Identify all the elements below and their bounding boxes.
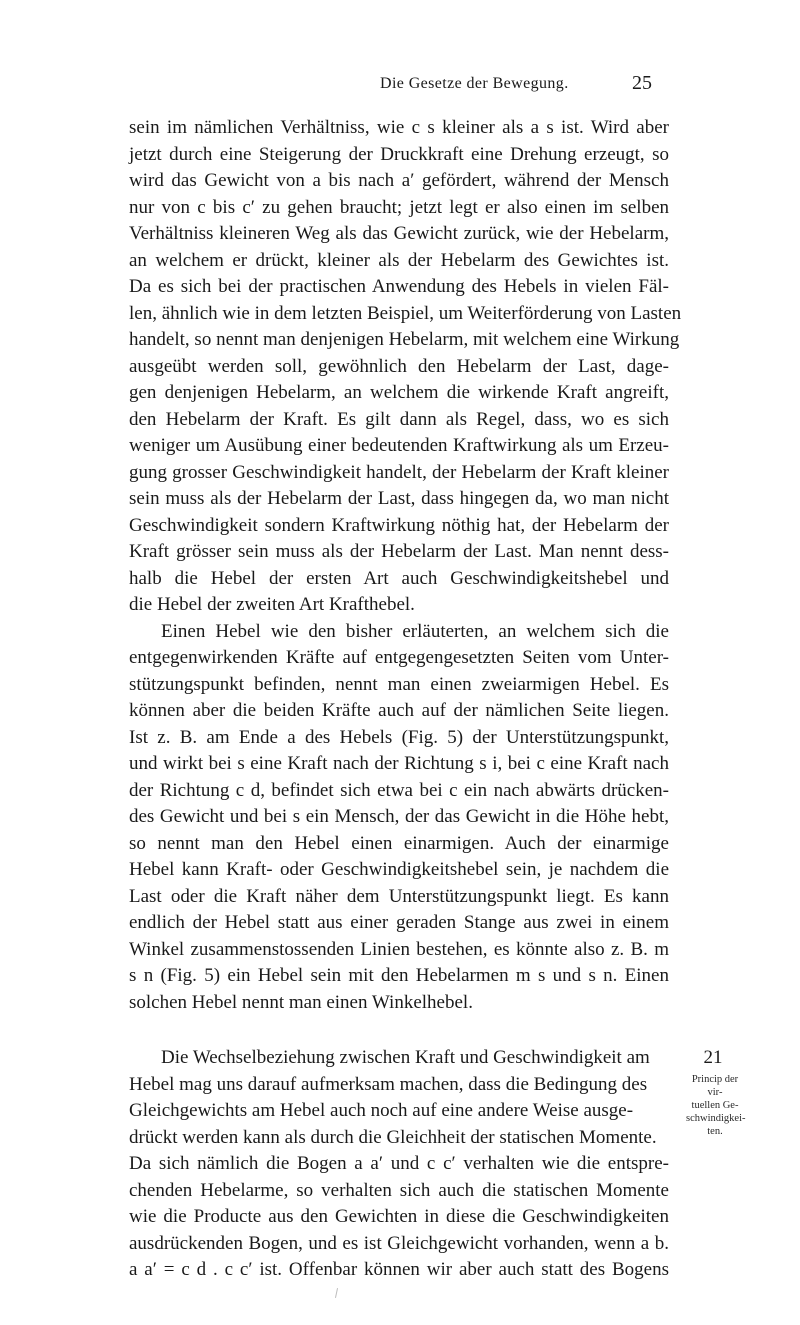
section-21-text [129, 1045, 657, 1151]
text-line: wie die Producte aus den Gewichten in diese die Geschwindigkeiten [129, 1206, 669, 1227]
text-line: Kraft grösser sein muss als der Hebelarm der Last. Man nennt dess- [129, 541, 669, 562]
text-line: len, ähnlich wie in dem letzten Beispiel, um Weiterförderung von Lasten [129, 302, 682, 324]
text-line: nur von c bis c′ zu gehen braucht; jetzt legt er also einen im selben [129, 196, 669, 218]
text-line: die Hebel der zweiten Art Krafthebel. [129, 594, 415, 615]
text-line: a a′ = c d . c c′ ist. Offenbar können wir aber auch statt des Bogens [129, 1259, 669, 1280]
text-line: gung grosser Geschwindigkeit handelt, der Hebelarm der Kraft kleiner [129, 461, 669, 483]
text-line: ausdrückenden Bogen, und es ist Gleichgewicht vorhanden, wenn a b. [129, 1232, 669, 1254]
text-line: Da es sich bei der practischen Anwendung des Hebels in vielen Fäl- [129, 276, 669, 297]
running-title: Die Gesetze der Bewegung. [380, 75, 569, 92]
text-line: sein muss als der Hebelarm der Last, dass hingegen da, wo man nicht [129, 488, 669, 509]
text-line: Gleichgewichts am Hebel auch noch auf eine andere Weise ausge- [129, 1100, 634, 1121]
text-line: chenden Hebelarme, so verhalten sich auch die statischen Momente [129, 1179, 669, 1201]
text-line: Einen Hebel wie den bisher erläuterten, an welchem sich die [161, 620, 669, 642]
running-head [0, 72, 800, 102]
text-line: drückt werden kann als durch die Gleichheit der statischen Momente. [129, 1126, 657, 1148]
text-line: jetzt durch eine Steigerung der Druckkraft eine Drehung erzeugt, so [129, 143, 669, 165]
text-line: handelt, so nennt man denjenigen Hebelarm, mit welchem eine Wirkung [129, 329, 680, 350]
text-line: den Hebelarm der Kraft. Es gilt dann als Regel, dass, wo es sich [129, 408, 669, 430]
section-21 [129, 1045, 746, 1284]
section-gap [129, 1016, 669, 1045]
page-number: 25 [632, 72, 652, 94]
text-line: entgegenwirkenden Kräfte auf entgegengesetzten Seiten vom Unter- [129, 647, 669, 668]
text-line: stützungspunkt befinden, nennt man einen zweiarmigen Hebel. Es [129, 673, 669, 695]
text-line: solchen Hebel nennt man einen Winkelhebel. [129, 991, 473, 1013]
text-line: Verhältniss kleineren Weg als das Gewicht zurück, wie der Hebelarm, [129, 223, 669, 244]
text-line: Die Wechselbeziehung zwischen Kraft und Geschwindigkeit am [161, 1047, 650, 1068]
text-line: Ist z. B. am Ende a des Hebels (Fig. 5) der Unterstützungspunkt, [129, 726, 669, 748]
body-text [129, 115, 746, 1284]
text-line: Hebel kann Kraft- oder Geschwindigkeitshebel sein, je nachdem die [129, 859, 669, 880]
text-line: ausgeübt werden soll, gewöhnlich den Hebelarm der Last, dage- [129, 355, 669, 377]
text-line: so nennt man den Hebel einen einarmigen. Auch der einarmige [129, 832, 669, 854]
section-number: 21 [703, 1047, 723, 1068]
text-line: Geschwindigkeit sondern Kraftwirkung nöthig hat, der Hebelarm der [129, 514, 669, 536]
text-line: Da sich nämlich die Bogen a a′ und c c′ verhalten wie die entspre- [129, 1153, 669, 1174]
text-line: Hebel mag uns darauf aufmerksam machen, dass die Bedingung des [129, 1073, 648, 1095]
text-line: endlich der Hebel statt aus einer geraden Stange aus zwei in einem [129, 912, 669, 933]
text-line: des Gewicht und bei s ein Mensch, der das Gewicht in die Höhe hebt, [129, 806, 669, 827]
text-line: Last oder die Kraft näher dem Unterstützungspunkt liegt. Es kann [129, 885, 669, 907]
text-line: der Richtung c d, befindet sich etwa bei c ein nach abwärts drücken- [129, 779, 669, 801]
text-line: können aber die beiden Kräfte auch auf der nämlichen Seite liegen. [129, 700, 669, 721]
text-line: halb die Hebel der ersten Art auch Geschwindigkeitshebel und [129, 567, 669, 589]
print-speck [335, 1288, 338, 1298]
text-line: weniger um Ausübung einer bedeutenden Kraftwirkung als um Erzeu- [129, 435, 669, 456]
margin-note: Princip der vir- tuellen Ge- schwindigkei- ten. [686, 1074, 746, 1137]
text-line: gen denjenigen Hebelarm, an welchem die wirkende Kraft angreift, [129, 382, 669, 403]
text-line: sein im nämlichen Verhältniss, wie c s kleiner als a s ist. Wird aber [129, 117, 669, 138]
text-line: s n (Fig. 5) ein Hebel sein mit den Hebelarmen m s und s n. Einen [129, 965, 669, 986]
paragraph-1 [129, 115, 682, 619]
text-line: an welchem er drückt, kleiner als der Hebelarm des Gewichtes ist. [129, 249, 669, 271]
text-line: wird das Gewicht von a bis nach a′ gefördert, während der Mensch [129, 170, 669, 191]
text-line: und wirkt bei s eine Kraft nach der Richtung s i, bei c eine Kraft nach [129, 753, 669, 774]
text-line: Winkel zusammenstossenden Linien bestehen, es könnte also z. B. m [129, 938, 669, 960]
paragraph-2 [129, 619, 669, 1017]
